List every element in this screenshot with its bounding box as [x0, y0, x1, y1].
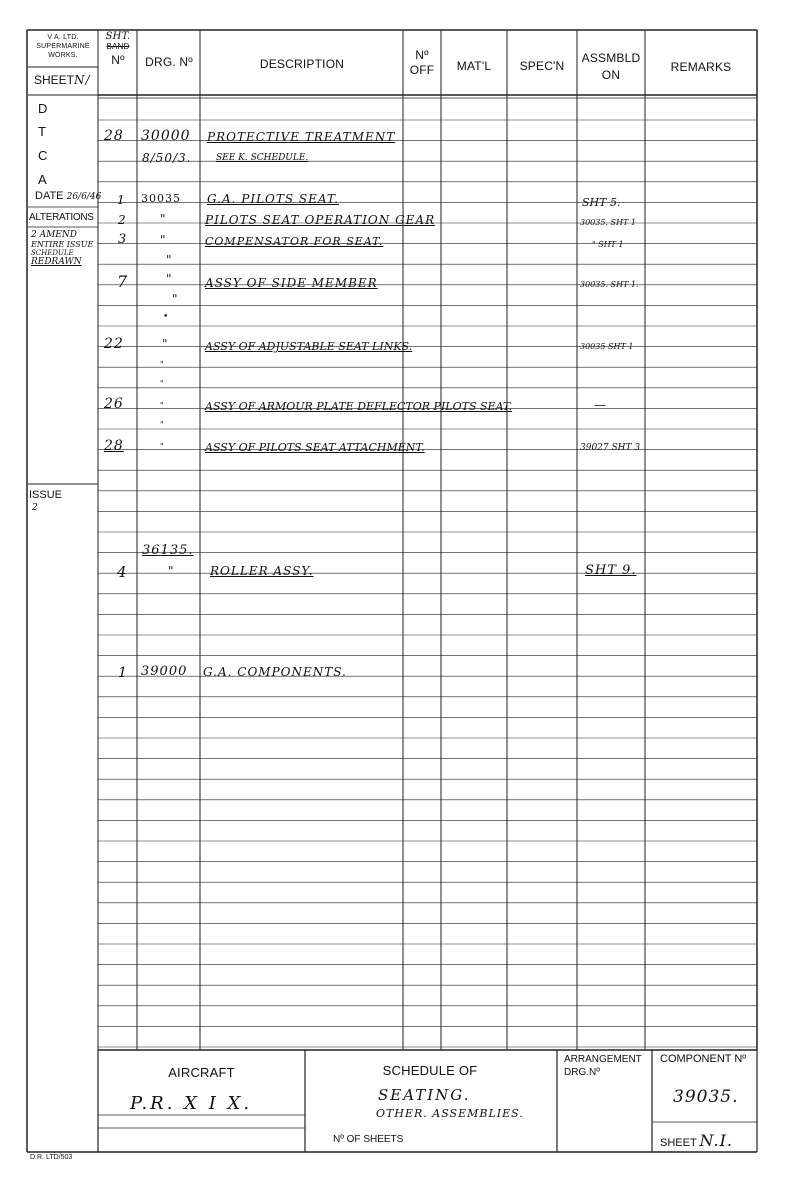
schedule-label: SCHEDULE OF [382, 1063, 478, 1078]
assmbld-line-2: ON [601, 68, 621, 82]
ditto-mark: " [160, 360, 164, 369]
matl-header: MAT'L [456, 59, 492, 73]
row-5-sht: 3 [118, 232, 128, 247]
sheet-footer [660, 1131, 733, 1150]
sht-label: SHT. [105, 31, 131, 42]
arrangement-line-1: ARRANGEMENT [564, 1054, 642, 1065]
row-4-sht: 2 [118, 213, 127, 227]
row-11-drg: " [168, 564, 175, 578]
aircraft-label: AIRCRAFT [168, 1065, 235, 1080]
sheet-value: N/ [74, 73, 91, 87]
company-block [28, 33, 98, 60]
row-7-drg: " [162, 337, 169, 351]
row-1-drg: 30000 [141, 128, 191, 144]
specn-header: SPEC'N [519, 59, 565, 73]
assmbld-on-header [578, 50, 644, 84]
row-4-assm: 30035. SHT 1 [580, 218, 636, 227]
description-header: DESCRIPTION [259, 57, 345, 71]
company-line-3: WORKS. [48, 52, 78, 59]
side-label-c: C [38, 148, 48, 163]
ditto-mark: " [166, 253, 173, 267]
row-2-drg: 8/50/3. [142, 151, 192, 165]
alteration-note-1: 2 AMEND [31, 230, 77, 240]
issue-label: ISSUE [29, 489, 63, 501]
drg-no-header: DRG. Nº [145, 55, 193, 69]
row-3-desc: G.A. PILOTS SEAT. [207, 192, 339, 206]
row-3-sht: 1 [117, 193, 126, 207]
no-of-sheets-label: Nº OF SHEETS [333, 1134, 404, 1145]
date-block [35, 190, 101, 202]
assmbld-line-1: ASSMBLD [581, 51, 641, 65]
row-10-drg: 36135. [142, 543, 194, 558]
row-9-desc: ASSY OF PILOTS SEAT ATTACHMENT. [205, 441, 425, 454]
arrangement-label [564, 1053, 642, 1079]
schedule-line-2: OTHER. ASSEMBLIES. [376, 1107, 524, 1120]
row-1-sht: 28 [104, 128, 124, 144]
no-off-header [404, 48, 440, 78]
side-label-t: T [38, 124, 46, 139]
row-12-desc: G.A. COMPONENTS. [203, 665, 347, 679]
alterations-label: ALTERATIONS [29, 212, 94, 223]
alterations-notes [31, 231, 93, 267]
row-8-assm: — [594, 398, 607, 412]
row-7-desc: ASSY OF ADJUSTABLE SEAT LINKS. [205, 340, 413, 353]
row-2-desc: SEE K. SCHEDULE. [216, 153, 309, 163]
sht-no-header [100, 31, 136, 69]
ditto-mark: " [160, 420, 164, 429]
row-1-desc: PROTECTIVE TREATMENT [207, 130, 396, 144]
issue-value: 2 [32, 503, 38, 513]
row-12-drg: 39000 [141, 664, 188, 679]
row-3-drg: 30035 [141, 192, 181, 205]
row-12-sht: 1 [118, 665, 128, 681]
row-5-desc: COMPENSATOR FOR SEAT. [205, 235, 384, 248]
row-11-sht: 4 [117, 563, 128, 581]
row-4-desc: PILOTS SEAT OPERATION GEAR [205, 213, 436, 227]
side-label-a: A [38, 172, 47, 187]
date-value: 26/6/46 [66, 192, 102, 202]
side-label-d: D [38, 101, 48, 116]
alteration-note-4: REDRAWN [31, 257, 82, 267]
row-6-sht: 7 [117, 272, 129, 291]
remarks-header: REMARKS [670, 60, 732, 74]
row-6-drg: " [166, 272, 173, 286]
ditto-mark: • [163, 312, 170, 322]
row-9-sht: 28 [104, 438, 124, 454]
arrangement-line-2: DRG.Nº [564, 1067, 600, 1078]
schedule-line-1: SEATING. [378, 1086, 471, 1104]
row-5-drg: " [160, 233, 167, 247]
aircraft-value: P.R. X I X. [130, 1093, 253, 1114]
row-8-sht: 26 [104, 396, 124, 412]
row-6-assm: 30035. SHT 1. [580, 280, 639, 289]
row-11-assm: SHT 9. [585, 563, 637, 578]
row-9-assm: 39027 SHT 3 [580, 443, 641, 453]
alteration-note-2: ENTIRE ISSUE [31, 240, 94, 249]
sheet-label-block [34, 73, 91, 87]
row-8-desc: ASSY OF ARMOUR PLATE DEFLECTOR PILOTS SEAT. [205, 400, 513, 413]
component-value: 39035. [673, 1087, 739, 1107]
row-4-drg: " [160, 212, 167, 226]
row-6-desc: ASSY OF SIDE MEMBER [205, 276, 378, 290]
no-off-line-2: OFF [409, 63, 435, 77]
alteration-note-3: SCHEDULE [31, 249, 74, 257]
band-label: BAND [106, 42, 130, 51]
ditto-mark: " [160, 379, 164, 388]
no-label: Nº [111, 53, 125, 67]
row-7-assm: 30035 SHT 1 [580, 342, 634, 351]
row-3-assm: SHT 5. [582, 196, 621, 209]
ditto-mark: " [172, 292, 179, 306]
row-11-desc: ROLLER ASSY. [210, 564, 314, 578]
company-line-1: V A. LTD. [47, 34, 79, 41]
component-label: COMPONENT Nº [660, 1053, 747, 1065]
footer-sheet-label: SHEET [660, 1137, 697, 1149]
row-8-drg: " [160, 401, 164, 410]
company-line-2: SUPERMARINE [36, 43, 90, 50]
sheet-label: SHEET [34, 73, 75, 87]
form-code: D.R. LTD/503 [30, 1154, 73, 1161]
no-off-line-1: Nº [415, 48, 429, 62]
row-7-sht: 22 [104, 336, 124, 352]
date-label: DATE [35, 190, 64, 202]
footer-sheet-value: N.I. [699, 1131, 734, 1150]
row-5-assm: " SHT 1 [592, 240, 624, 249]
row-9-drg: " [160, 442, 164, 451]
